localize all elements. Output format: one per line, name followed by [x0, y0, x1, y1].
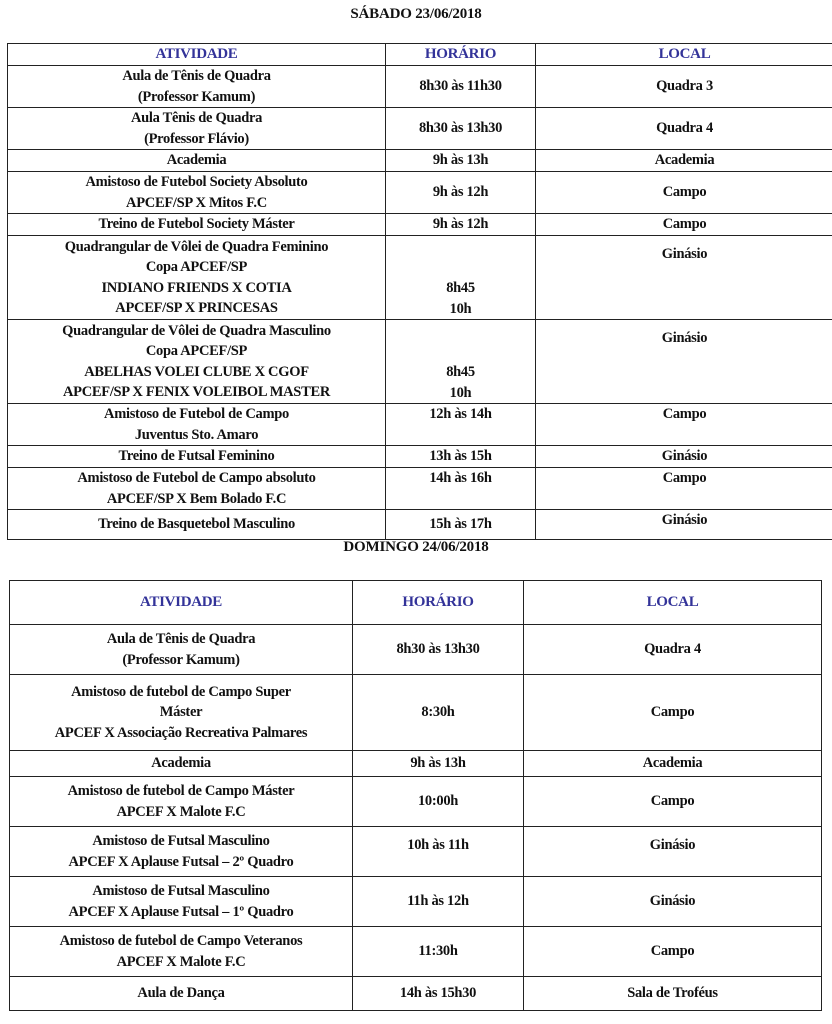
- activity-line: Copa APCEF/SP: [145, 259, 248, 275]
- time-line: 9h às 13h: [432, 152, 489, 169]
- time-line: 9h às 12h: [432, 184, 489, 201]
- table-row: [8, 404, 832, 446]
- time-cell: [386, 214, 536, 236]
- activity-line: Treino de Basquetebol Masculino: [98, 516, 295, 533]
- place-cell: Ginásio: [536, 510, 832, 540]
- time-line: 8h30 às 13h30: [418, 120, 503, 137]
- time-cell: [353, 625, 524, 675]
- time-cell: [353, 877, 524, 927]
- activity-line: Amistoso de Futebol de Campo: [104, 406, 289, 422]
- activity-cell: [10, 625, 353, 675]
- activity-line: ABELHAS VOLEI CLUBE X CGOF: [84, 363, 309, 380]
- time-cell: [386, 66, 536, 108]
- activity-line: Academia: [166, 152, 227, 169]
- activity-line: APCEF X Associação Recreativa Palmares: [54, 724, 308, 741]
- activity-line: Copa APCEF/SP: [145, 343, 248, 359]
- time-line: 11h às 12h: [407, 893, 469, 910]
- time-line: 10h: [449, 300, 472, 317]
- table-row: [8, 66, 832, 108]
- time-line: 8h30 às 11h30: [419, 78, 502, 95]
- place-cell: Ginásio: [536, 236, 832, 320]
- activity-line: APCEF/SP X FENIX VOLEIBOL MASTER: [62, 384, 330, 400]
- activity-line: APCEF X Aplause Futsal – 2º Quadro: [68, 853, 294, 870]
- table-row: [8, 150, 832, 172]
- activity-line: (Professor Flávio): [144, 130, 249, 147]
- activity-cell: [10, 777, 353, 827]
- column-header-time: HORÁRIO: [353, 581, 524, 625]
- time-line: 8:30h: [421, 704, 455, 721]
- place-cell: Ginásio: [536, 320, 832, 404]
- activity-line: Amistoso de futebol de Campo Super: [71, 683, 291, 700]
- time-cell: [386, 320, 536, 404]
- table-row: [8, 214, 832, 236]
- time-line: 14h às 16h: [429, 470, 492, 486]
- time-cell: [386, 468, 536, 510]
- time-line: 15h às 17h: [429, 516, 492, 533]
- activity-cell: [8, 150, 386, 172]
- place-cell: Academia: [536, 150, 832, 172]
- activity-cell: [10, 751, 353, 777]
- table-row: [10, 625, 822, 675]
- activity-cell: [10, 927, 353, 977]
- time-cell: [386, 150, 536, 172]
- time-line: 10h às 11h: [407, 837, 469, 853]
- table-row: [10, 927, 822, 977]
- activity-cell: [10, 877, 353, 927]
- activity-cell: [8, 236, 386, 320]
- place-cell: Quadra 4: [524, 625, 822, 675]
- activity-line: Amistoso de futebol de Campo Veteranos: [59, 933, 303, 949]
- activity-line: Aula de Dança: [137, 985, 225, 1002]
- place-cell: Quadra 4: [536, 108, 832, 150]
- time-cell: [353, 751, 524, 777]
- time-line: 8h30 às 13h30: [396, 641, 480, 658]
- activity-line: Amistoso de futebol de Campo Máster: [67, 783, 295, 799]
- place-cell: Campo: [536, 404, 832, 446]
- activity-line: Treino de Futsal Feminino: [118, 448, 275, 465]
- table-row: [10, 751, 822, 777]
- place-cell: Quadra 3: [536, 66, 832, 108]
- time-line: 14h às 15h30: [399, 985, 477, 1002]
- place-cell: Campo: [536, 214, 832, 236]
- activity-cell: [8, 214, 386, 236]
- table-header-row: [10, 581, 822, 625]
- table-row: [8, 172, 832, 214]
- activity-cell: [10, 827, 353, 877]
- activity-line: Aula de Tênis de Quadra: [106, 631, 256, 647]
- activity-cell: [8, 510, 386, 540]
- sunday-title: DOMINGO 24/06/2018: [343, 539, 489, 555]
- place-cell: Academia: [524, 751, 822, 777]
- table-row: [10, 877, 822, 927]
- time-cell: [353, 927, 524, 977]
- activity-line: Aula Tênis de Quadra: [130, 110, 263, 126]
- table-row: [8, 510, 832, 540]
- time-cell: [386, 172, 536, 214]
- place-cell: Campo: [524, 675, 822, 751]
- time-cell: [386, 236, 536, 320]
- saturday-schedule-table: [7, 43, 832, 540]
- table-row: [10, 977, 822, 1011]
- place-cell: Ginásio: [524, 827, 822, 877]
- column-header-place: LOCAL: [524, 581, 822, 625]
- activity-line: Amistoso de Futsal Masculino: [92, 833, 270, 849]
- activity-line: APCEF X Malote F.C: [116, 953, 246, 970]
- time-cell: [386, 510, 536, 540]
- activity-cell: [8, 468, 386, 510]
- activity-cell: [8, 108, 386, 150]
- table-row: [8, 108, 832, 150]
- activity-line: Aula de Tênis de Quadra: [122, 68, 271, 84]
- time-line: 10h: [449, 384, 472, 401]
- column-header-activity: ATIVIDADE: [8, 44, 386, 66]
- time-cell: [353, 777, 524, 827]
- activity-line: APCEF/SP X PRINCESAS: [115, 300, 278, 316]
- activity-line: INDIANO FRIENDS X COTIA: [101, 279, 292, 296]
- time-line: 13h às 15h: [429, 448, 492, 465]
- table-row: [8, 446, 832, 468]
- time-line: 11:30h: [418, 943, 458, 960]
- time-cell: [353, 675, 524, 751]
- table-row: [8, 320, 832, 404]
- time-line: 10:00h: [417, 793, 459, 810]
- activity-line: Quadrangular de Vôlei de Quadra Feminino: [64, 238, 329, 255]
- activity-cell: [10, 977, 353, 1011]
- time-line: 8h45: [446, 280, 475, 296]
- place-cell: Campo: [524, 777, 822, 827]
- column-header-place: LOCAL: [536, 44, 832, 66]
- time-cell: [386, 404, 536, 446]
- table-row: [8, 236, 832, 320]
- activity-line: Máster: [159, 704, 203, 721]
- activity-line: Amistoso de Futebol Society Absoluto: [85, 174, 308, 190]
- column-header-time: HORÁRIO: [386, 44, 536, 66]
- time-line: 9h às 12h: [432, 216, 489, 233]
- activity-line: (Professor Kamum): [137, 88, 256, 105]
- place-cell: Campo: [524, 927, 822, 977]
- activity-line: Academia: [151, 755, 211, 772]
- table-header-row: [8, 44, 832, 66]
- time-line: 12h às 14h: [429, 406, 492, 422]
- table-row: [10, 675, 822, 751]
- time-cell: [386, 446, 536, 468]
- activity-line: APCEF/SP X Bem Bolado F.C: [106, 490, 287, 507]
- place-cell: Ginásio: [524, 877, 822, 927]
- time-cell: [353, 827, 524, 877]
- sunday-schedule-table: [9, 580, 822, 1011]
- time-cell: [386, 108, 536, 150]
- activity-cell: [8, 404, 386, 446]
- activity-line: (Professor Kamum): [122, 651, 240, 668]
- place-cell: Sala de Troféus: [524, 977, 822, 1011]
- place-cell: Ginásio: [536, 446, 832, 468]
- table-row: [10, 827, 822, 877]
- place-cell: Campo: [536, 468, 832, 510]
- activity-cell: [8, 172, 386, 214]
- activity-cell: [8, 66, 386, 108]
- table-row: [10, 777, 822, 827]
- activity-line: Amistoso de Futsal Masculino: [92, 883, 270, 899]
- activity-line: Amistoso de Futebol de Campo absoluto: [77, 470, 316, 486]
- activity-cell: [8, 320, 386, 404]
- activity-line: APCEF X Malote F.C: [116, 803, 246, 820]
- saturday-title: SÁBADO 23/06/2018: [350, 6, 482, 22]
- activity-line: Treino de Futebol Society Máster: [98, 216, 295, 233]
- activity-line: APCEF/SP X Mitos F.C: [126, 194, 267, 211]
- place-cell: Campo: [536, 172, 832, 214]
- activity-cell: [10, 675, 353, 751]
- activity-line: Quadrangular de Vôlei de Quadra Masculino: [62, 322, 331, 339]
- time-line: 9h às 13h: [410, 755, 466, 772]
- activity-cell: [8, 446, 386, 468]
- activity-line: Juventus Sto. Amaro: [134, 426, 259, 443]
- time-cell: [353, 977, 524, 1011]
- column-header-activity: ATIVIDADE: [10, 581, 353, 625]
- activity-line: APCEF X Aplause Futsal – 1º Quadro: [68, 903, 294, 920]
- table-row: [8, 468, 832, 510]
- time-line: 8h45: [446, 364, 475, 380]
